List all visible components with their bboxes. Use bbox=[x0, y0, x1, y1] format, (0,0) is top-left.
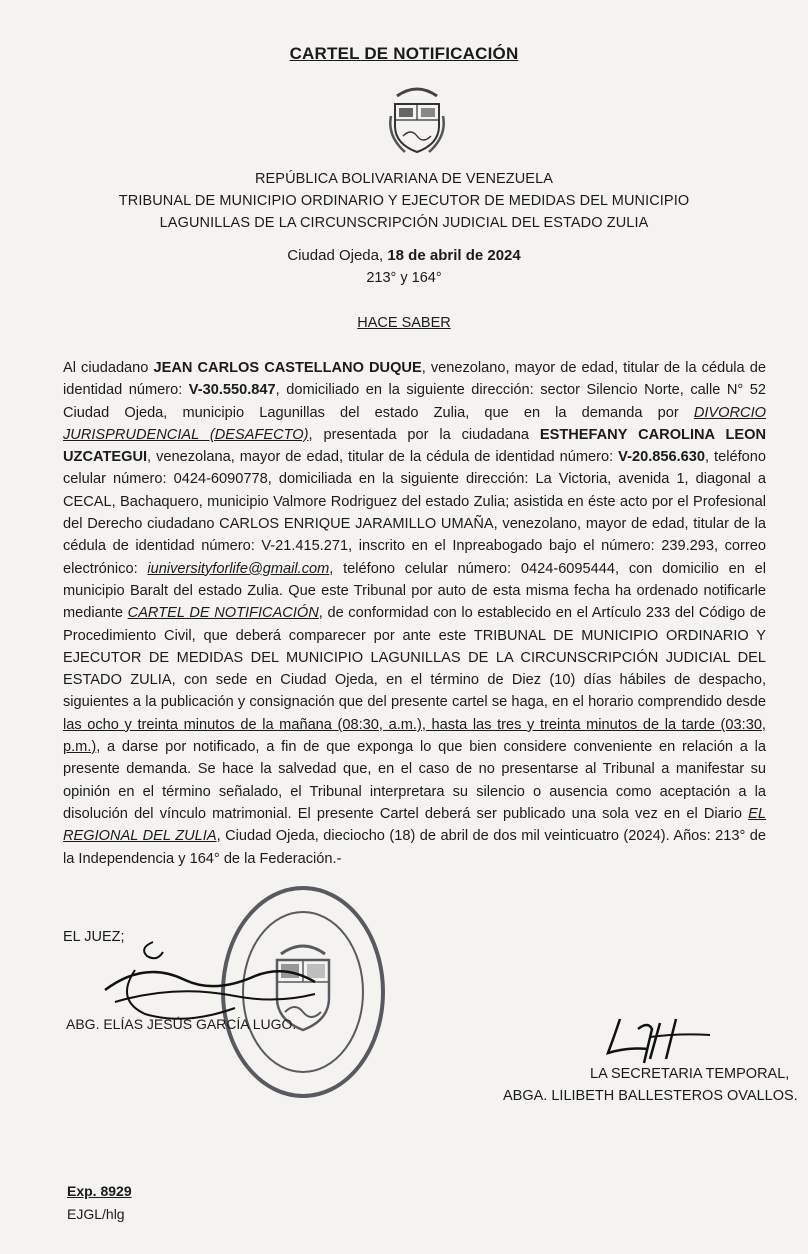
notice-type: CARTEL DE NOTIFICACIÓN bbox=[127, 605, 319, 622]
defendant-name: JEAN CARLOS CASTELLANO DUQUE bbox=[153, 360, 422, 376]
case-file-number: Exp. 8929 bbox=[67, 1183, 132, 1199]
office-hours: las ocho y treinta minutos de la mañana (08:30, a.m.), hasta las tres y treinta minutos de la tarde (03:30, p.m.) bbox=[63, 716, 766, 756]
body-text-run: , presentada por la ciudadana bbox=[308, 426, 540, 443]
body-text-run: Al ciudadano bbox=[63, 360, 154, 376]
secretary-signature-icon bbox=[590, 1015, 720, 1065]
header-line-court: TRIBUNAL DE MUNICIPIO ORDINARIO Y EJECUTOR DE MEDIDAS DEL MUNICIPIO bbox=[118, 193, 690, 209]
header-line-jurisdiction: LAGUNILLAS DE LA CIRCUNSCRIPCIÓN JUDICIAL DEL ESTADO ZULIA bbox=[159, 215, 649, 231]
document-date bbox=[0, 247, 808, 264]
date-day-month: 18 de abril de 2024 bbox=[387, 247, 521, 264]
secretary-name: ABGA. LILIBETH BALLESTEROS OVALLOS. bbox=[503, 1088, 798, 1104]
case-type: DIVORCIO JURISPRUDENCIAL (DESAFECTO) bbox=[63, 404, 766, 443]
body-text-run: , teléfono celular número: 0424-6095444, con domicilio en el municipio Baralt del estado Zulia. Que este Tribunal por auto de esta misma fecha ha ordenado notificarle mediante bbox=[63, 560, 767, 622]
document-years: 213° y 164° bbox=[366, 270, 442, 286]
judge-label: EL JUEZ; bbox=[63, 929, 125, 945]
defendant-id: V-30.550.847 bbox=[188, 382, 276, 399]
date-place: Ciudad Ojeda, bbox=[287, 247, 388, 264]
notification-body bbox=[63, 357, 766, 870]
body-text-run: , venezolano, mayor de edad, titular de la cédula de identidad número: bbox=[63, 360, 766, 399]
section-heading: HACE SABER bbox=[357, 315, 451, 331]
body-text-run: , domiciliado en la siguiente dirección: sector Silencio Norte, calle N° 52 Ciudad Ojeda, municipio Lagunillas del estado Zulia, que en la demanda por bbox=[63, 382, 766, 421]
header-line-country: REPÚBLICA BOLIVARIANA DE VENEZUELA bbox=[254, 171, 554, 187]
body-text-run: , teléfono celular número: 0424-6090778, domiciliada en la siguiente dirección: La Victoria, avenida 1, diagonal a CECAL, Bachaquero, municipio Valmore Rodriguez del estado Zulia; asistida en éste acto por el Profesional del Derecho ciudadano CARLOS ENRIQUE JARAMILLO UMAÑA, venezolano, mayor de edad, titular de la cédula de identidad número: V-21.415.271, inscrito en el Inpreabogado bajo el número: 239.293, correo electrónico: bbox=[63, 449, 766, 577]
body-text-run: , Ciudad Ojeda, dieciocho (18) de abril de dos mil veinticuatro (2024). Años: 213° de la Independencia y 164° de la Federación.- bbox=[63, 828, 766, 867]
author-initials: EJGL/hlg bbox=[67, 1206, 125, 1222]
plaintiff-name: ESTHEFANY CAROLINA LEON UZCATEGUI bbox=[63, 426, 766, 466]
coat-of-arms-icon bbox=[389, 86, 445, 158]
judge-name: ABG. ELÍAS JESÚS GARCÍA LUGO. bbox=[66, 1016, 297, 1032]
newspaper-name: EL REGIONAL DEL ZULIA bbox=[63, 805, 766, 845]
judge-signature-icon bbox=[95, 930, 335, 1030]
document-title: CARTEL DE NOTIFICACIÓN bbox=[289, 44, 519, 63]
body-text-run: , venezolana, mayor de edad, titular de la cédula de identidad número: bbox=[147, 449, 619, 466]
body-text-run: , a darse por notificado, a fin de que exponga lo que bien considere conveniente en relación a la presente demanda. Se hace la salvedad que, en el caso de no presentarse al Tribunal a manifestar su opinión en el término señalado, el Tribunal interpretara su silencio o ausencia como aceptación a la disolución del vínculo matrimonial. El presente Cartel deberá ser publicado una sola vez en el Diario bbox=[63, 739, 766, 822]
secretary-role: LA SECRETARIA TEMPORAL, bbox=[590, 1066, 790, 1082]
email-link[interactable]: iuniversityforlife@gmail.com bbox=[147, 560, 330, 577]
plaintiff-id: V-20.856.630 bbox=[618, 449, 706, 466]
body-text-run: , de conformidad con lo establecido en el Artículo 233 del Código de Procedimiento Civil, que deberá comparecer por ante este TRIBUNAL DE MUNICIPIO ORDINARIO Y EJECUTOR DE MEDIDAS DEL MUNICIPIO LAGUNILLAS DE LA CIRCUNSCRIPCIÓN JUDICIAL DEL ESTADO ZULIA, con sede en Ciudad Ojeda, en el término de Diez (10) días hábiles de despacho, siguientes a la publicación y consignación que del presente cartel se haga, en el horario comprendido desde bbox=[63, 605, 766, 711]
